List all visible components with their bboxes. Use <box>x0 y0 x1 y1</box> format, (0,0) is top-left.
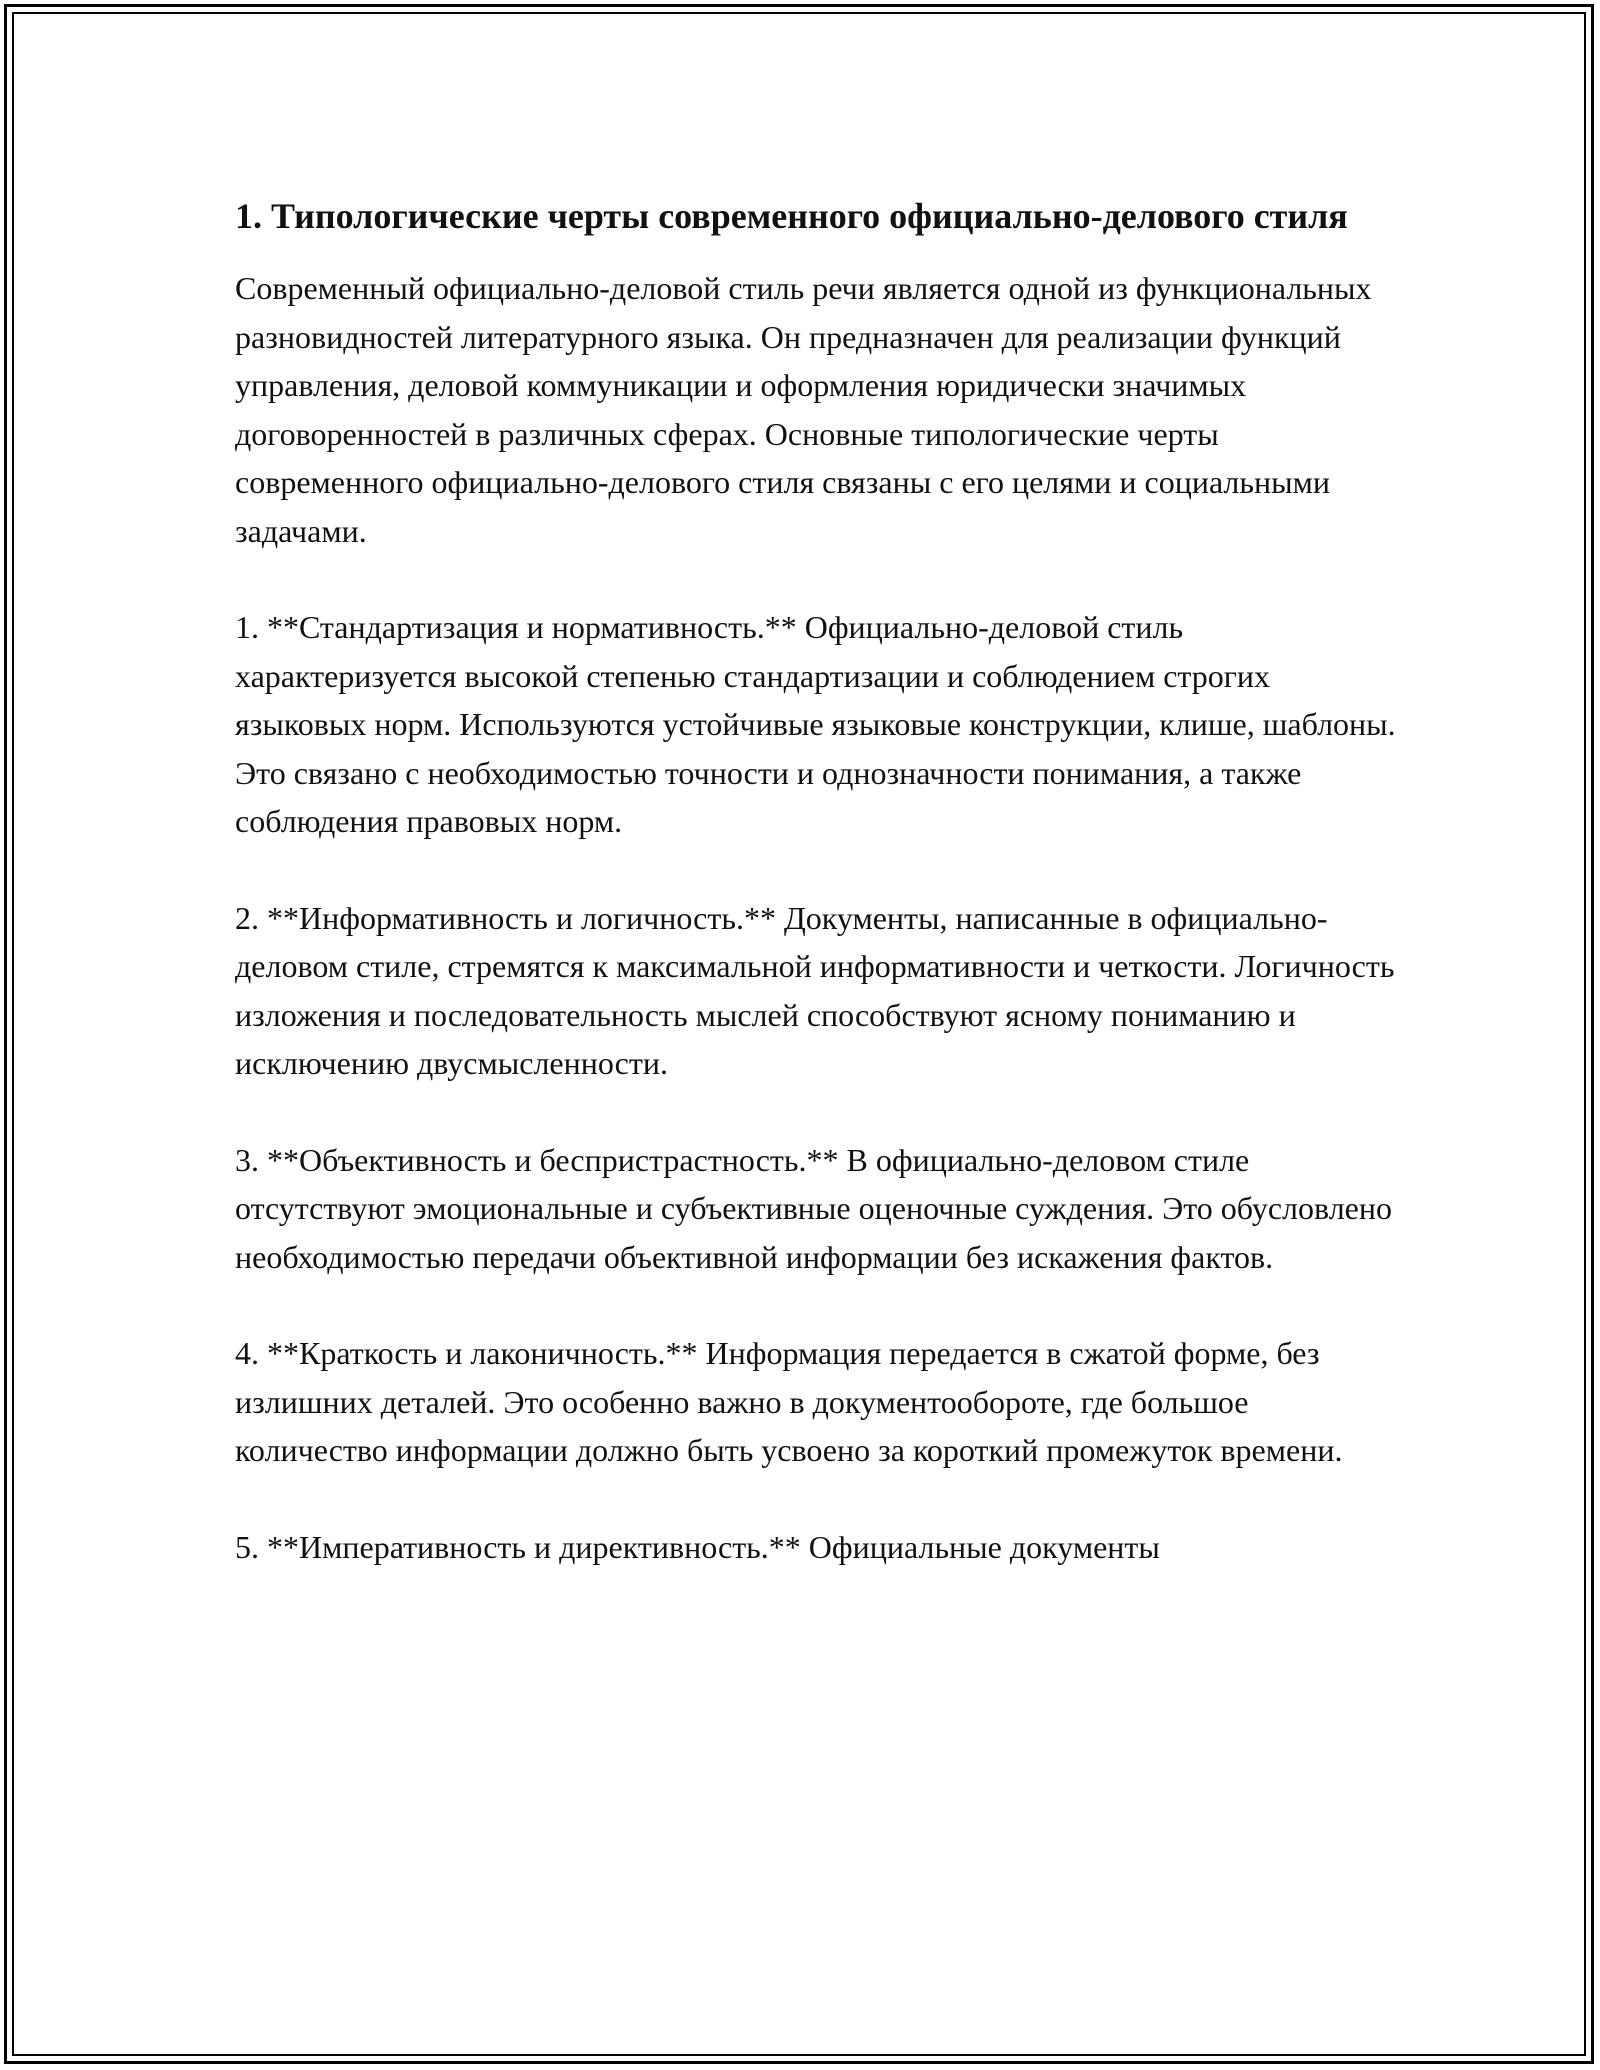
list-item-imperativeness: 5. **Императивность и директивность.** Официальные документы <box>235 1528 1160 1565</box>
list-item-objectivity: 3. **Объективность и беспристрастность.** В официально-деловом стиле отсутствуют эмоциональные и субъективные оценочные суждения. Это обусловлено необходимостью передачи объективной информации без искажения фактов. <box>235 1141 1392 1275</box>
document-body <box>235 188 1405 1619</box>
list-item-brevity: 4. **Краткость и лаконичность.** Информация передается в сжатой форме, без излишних деталей. Это особенно важно в документообороте, где большое количество информации должно быть усвоено за короткий промежуток времени. <box>235 1335 1343 1468</box>
document-title: 1. Типологические черты современного официально-делового стиля <box>235 196 1348 236</box>
list-item-standardization: 1. **Стандартизация и нормативность.** Официально-деловой стиль характеризуется высокой степенью стандартизации и соблюдением строгих языковых норм. Используются устойчивые языковые конструкции, клише, шаблоны. Это связано с необходимостью точности и однозначности понимания, а также соблюдения правовых норм. <box>235 609 1396 839</box>
list-item-informativeness: 2. **Информативность и логичность.** Документы, написанные в официально-деловом стиле, стремятся к максимальной информативности и четкости. Логичность изложения и последовательность мыслей способствуют ясному пониманию и исключению двусмысленности. <box>235 899 1395 1081</box>
intro-paragraph: Современный официально-деловой стиль речи является одной из функциональных разновидностей литературного языка. Он предназначен для реализации функций управления, деловой коммуникации и оформления юридически значимых договоренностей в различных сферах. Основные типологические черты современного официально-делового стиля связаны с его целями и социальными задачами. <box>235 270 1372 549</box>
